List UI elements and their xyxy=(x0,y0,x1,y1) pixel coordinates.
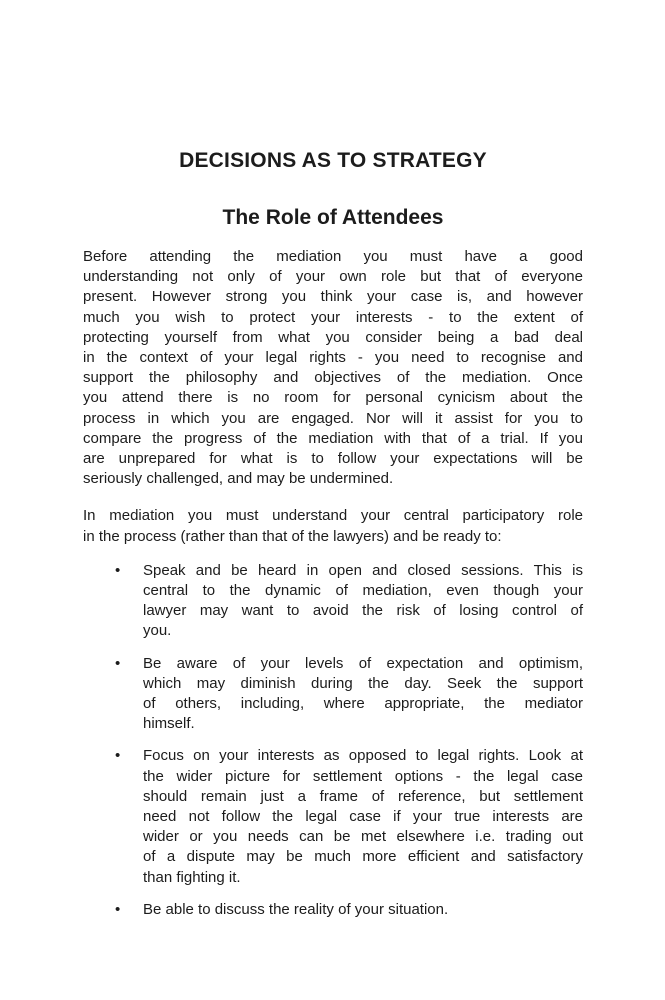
page-title: DECISIONS AS TO STRATEGY xyxy=(179,149,487,172)
text-line: you. xyxy=(143,622,172,640)
bullet-text xyxy=(143,561,583,642)
text-line: wider or you needs can be met elsewhere i.e. trading out xyxy=(143,828,583,846)
text-line: the wider picture for settlement options - the legal case xyxy=(143,767,583,785)
text-line: you attend there is no room for personal cynicism about the xyxy=(83,389,583,407)
text-line: Speak and be heard in open and closed sessions. This is xyxy=(143,561,583,579)
paragraph-intro xyxy=(83,247,583,489)
text-line: much you wish to protect your interests - to the extent of xyxy=(83,308,583,326)
paragraph-lead-in xyxy=(83,506,583,546)
text-line: in the context of your legal rights - you need to recognise and xyxy=(83,349,583,367)
list-item xyxy=(83,654,583,735)
bullet-text xyxy=(143,746,583,887)
text-line: of others, including, where appropriate, the mediator xyxy=(143,695,583,713)
text-line: of a dispute may be much more efficient and satisfactory xyxy=(143,848,583,866)
text-line: present. However strong you think your case is, and however xyxy=(83,288,583,306)
text-line: in the process (rather than that of the lawyers) and be ready to: xyxy=(83,527,502,545)
page-content xyxy=(0,149,665,920)
bullet-text xyxy=(143,654,583,735)
text-line: than fighting it. xyxy=(143,868,241,886)
bullet-text xyxy=(143,900,583,920)
text-line: compare the progress of the mediation with that of a trial. If you xyxy=(83,429,583,447)
bullet-list xyxy=(83,561,583,920)
text-line: In mediation you must understand your central participatory role xyxy=(83,507,583,525)
section-heading: The Role of Attendees xyxy=(222,206,444,229)
text-line: Be able to discuss the reality of your situation. xyxy=(143,900,449,918)
text-line: support the philosophy and objectives of the mediation. Once xyxy=(83,369,583,387)
text-line: need not follow the legal case if your true interests are xyxy=(143,808,583,826)
text-line: lawyer may want to avoid the risk of losing control of xyxy=(143,602,583,620)
text-line: Before attending the mediation you must have a good xyxy=(83,248,583,265)
text-line: process in which you are engaged. Nor will it assist for you to xyxy=(83,409,583,427)
text-line: understanding not only of your own role but that of everyone xyxy=(83,268,583,286)
text-line: seriously challenged, and may be undermined. xyxy=(83,470,394,488)
bullet-marker: • xyxy=(115,561,121,579)
text-line: protecting yourself from what you consider being a bad deal xyxy=(83,328,583,346)
text-line: Focus on your interests as opposed to legal rights. Look at xyxy=(143,747,583,765)
text-line: central to the dynamic of mediation, even though your xyxy=(143,582,583,600)
text-line: are unprepared for what is to follow your expectations will be xyxy=(83,450,583,468)
bullet-marker: • xyxy=(115,900,121,918)
list-item xyxy=(83,561,583,642)
list-item xyxy=(83,900,583,920)
bullet-marker: • xyxy=(115,654,121,672)
bullet-marker: • xyxy=(115,747,121,765)
text-line: himself. xyxy=(143,715,195,733)
text-line: should remain just a frame of reference, but settlement xyxy=(143,787,583,805)
text-line: which may diminish during the day. Seek the support xyxy=(143,674,583,692)
text-line: Be aware of your levels of expectation and optimism, xyxy=(143,654,583,672)
list-item xyxy=(83,746,583,887)
